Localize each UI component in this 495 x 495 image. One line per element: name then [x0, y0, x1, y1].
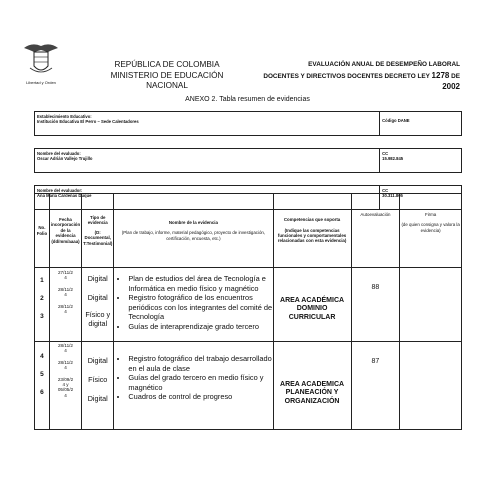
evidence-item: • Cuadros de control de progreso [128, 392, 272, 402]
date-cell [49, 342, 81, 430]
date-text: 28/11/2 [58, 343, 73, 348]
evaluated-cc-value: 15.982.845 [382, 156, 404, 162]
evaluated-row [35, 149, 462, 173]
self-eval-score: 87 [351, 342, 400, 430]
date-text: 23/09/2 [57, 376, 74, 382]
folio-cell [35, 342, 50, 430]
evaluated-cc-label: CC [382, 151, 389, 156]
crest-motto: Libertad y Orden [26, 80, 56, 85]
table-row [35, 342, 462, 430]
type-cell [82, 268, 114, 342]
folio-cell [35, 268, 50, 342]
evidence-item: • Plan de estudios del área de Tecnología e Informática en medio físico y magnético [128, 274, 272, 293]
decree-number: 1278 [431, 70, 450, 80]
evidence-table [34, 193, 462, 430]
self-eval-score: 88 [351, 268, 400, 342]
republic-line: REPÚBLICA DE COLOMBIA [114, 60, 220, 69]
type-text: Digital [87, 293, 108, 302]
date-text: 4 [64, 365, 67, 371]
dane-cell [380, 112, 462, 136]
ministry-heading [92, 60, 242, 92]
spacer [35, 173, 462, 186]
evidence-cell [114, 342, 273, 430]
type-text: Digital [87, 394, 108, 403]
establishment-value: Institución Educativa El Perro – Sede Calentadores [37, 119, 139, 125]
header-signature-sub: (de quien consigna y valora la evidencia) [401, 222, 460, 233]
folio-number: 3 [40, 313, 44, 320]
folio-number: 5 [40, 371, 44, 378]
folio-number: 2 [40, 295, 44, 302]
evaluator-label: Nombre del evaluador: [37, 188, 83, 193]
evaluator-cc-value: 30.311.805 [382, 193, 403, 199]
header-type [82, 194, 114, 268]
evaluation-title: EVALUACIÓN ANUAL DE DESEMPEÑO LABORAL [308, 61, 460, 68]
date-text: 27/11/2 [58, 270, 73, 275]
date-text: 28/11/2 [58, 303, 73, 309]
evaluator-value: Ana María Cárdenas Duque [37, 193, 92, 199]
establishment-label: Establecimiento Educativo: [37, 114, 92, 119]
header-self-eval: Autoevaluación [351, 194, 400, 268]
decree-year: 2002 [442, 82, 460, 91]
date-text: 4 [64, 275, 67, 281]
signature-cell[interactable] [400, 268, 462, 342]
decree-of: DE [449, 72, 460, 80]
evidence-item: • Registro fotográfico del trabajo desarrollado en el aula de clase [128, 354, 272, 373]
type-text: Físico y digital [85, 310, 111, 328]
header-type-title: Tipo de evidencia [87, 214, 108, 226]
signature-cell[interactable] [400, 342, 462, 430]
evaluator-cc-label: CC [382, 188, 389, 193]
date-text: 4 [64, 348, 67, 354]
competency-cell: AREA ACADEMICA PLANEACIÓN Y ORGANIZACIÓN [273, 342, 351, 430]
folio-number: 1 [40, 277, 44, 284]
annex-title: ANEXO 2. Tabla resumen de evidencias [185, 96, 310, 103]
evaluated-label: Nombre del evaluado: [37, 151, 81, 156]
date-cell [49, 268, 81, 342]
header-evidence-title: Nombre de la evidencia [168, 219, 218, 225]
colombia-coat-of-arms-icon [20, 40, 62, 80]
dane-label: Código DANE [382, 118, 410, 123]
date-text: 05/05/2 [57, 387, 74, 393]
table-header-row [35, 194, 462, 268]
date-text: 28/11/2 [58, 286, 73, 292]
evaluated-value: Oscar Adrián Vallejo Trujillo [37, 156, 93, 162]
folio-number: 6 [40, 389, 44, 396]
type-text: Digital [87, 274, 108, 283]
date-text: 4 [64, 309, 67, 315]
decree-text: DOCENTES Y DIRECTIVOS DOCENTES DECRETO LEY [263, 72, 432, 80]
date-text: 4 y [62, 382, 69, 388]
evaluated-cell [35, 149, 380, 173]
evidence-list [114, 354, 272, 402]
evidence-item: • Guías de interaprendizaje grado tercero [128, 322, 272, 332]
evaluated-cc-cell [380, 149, 462, 173]
date-text: 28/11/2 [58, 359, 73, 365]
header-signature-title: Firma [425, 212, 437, 217]
header-type-sub: (D: Documental, T:Testimonial) [83, 229, 113, 246]
date-text: 4 [64, 292, 67, 298]
date-text: 4 [64, 392, 67, 398]
competency-cell: AREA ACADÉMICA DOMINIO CURRICULAR [273, 268, 351, 342]
header-competency-sub: (Indique las competencias funcionales y comportamentales relacionadas con esta evidencia) [277, 227, 347, 244]
evidence-item: • Guías del grado tercero en medio físico y magnético [128, 373, 272, 392]
evaluation-decree [255, 71, 460, 94]
table-row [35, 268, 462, 342]
type-text: Físico [88, 375, 108, 384]
evidence-list [114, 274, 272, 332]
header-evidence-sub: (Plan de trabajo, informe, material pedagógico, proyecto de investigación, certificación, encuesta, etc.) [121, 230, 266, 241]
evidence-cell [114, 268, 273, 342]
header-folio: No. Folio [35, 194, 50, 268]
evidence-item: • Registro fotográfico de los encuentros periódicos con los integrantes del comité de Tecnología [128, 293, 272, 322]
header-competency-title: Competencias que soporta [283, 217, 341, 223]
establishment-row [35, 112, 462, 136]
header-evidence [114, 194, 273, 268]
type-cell [82, 342, 114, 430]
header-date: Fecha incorporación de la evidencia (dd/mm/aaaa) [49, 194, 81, 268]
ministry-line: MINISTERIO DE EDUCACIÓN NACIONAL [110, 70, 224, 90]
type-text: Digital [87, 356, 108, 365]
folio-number: 4 [40, 353, 44, 360]
evaluation-heading [255, 60, 460, 94]
header-signature [400, 194, 462, 268]
header-competency [273, 194, 351, 268]
spacer [35, 136, 462, 149]
establishment-cell [35, 112, 380, 136]
